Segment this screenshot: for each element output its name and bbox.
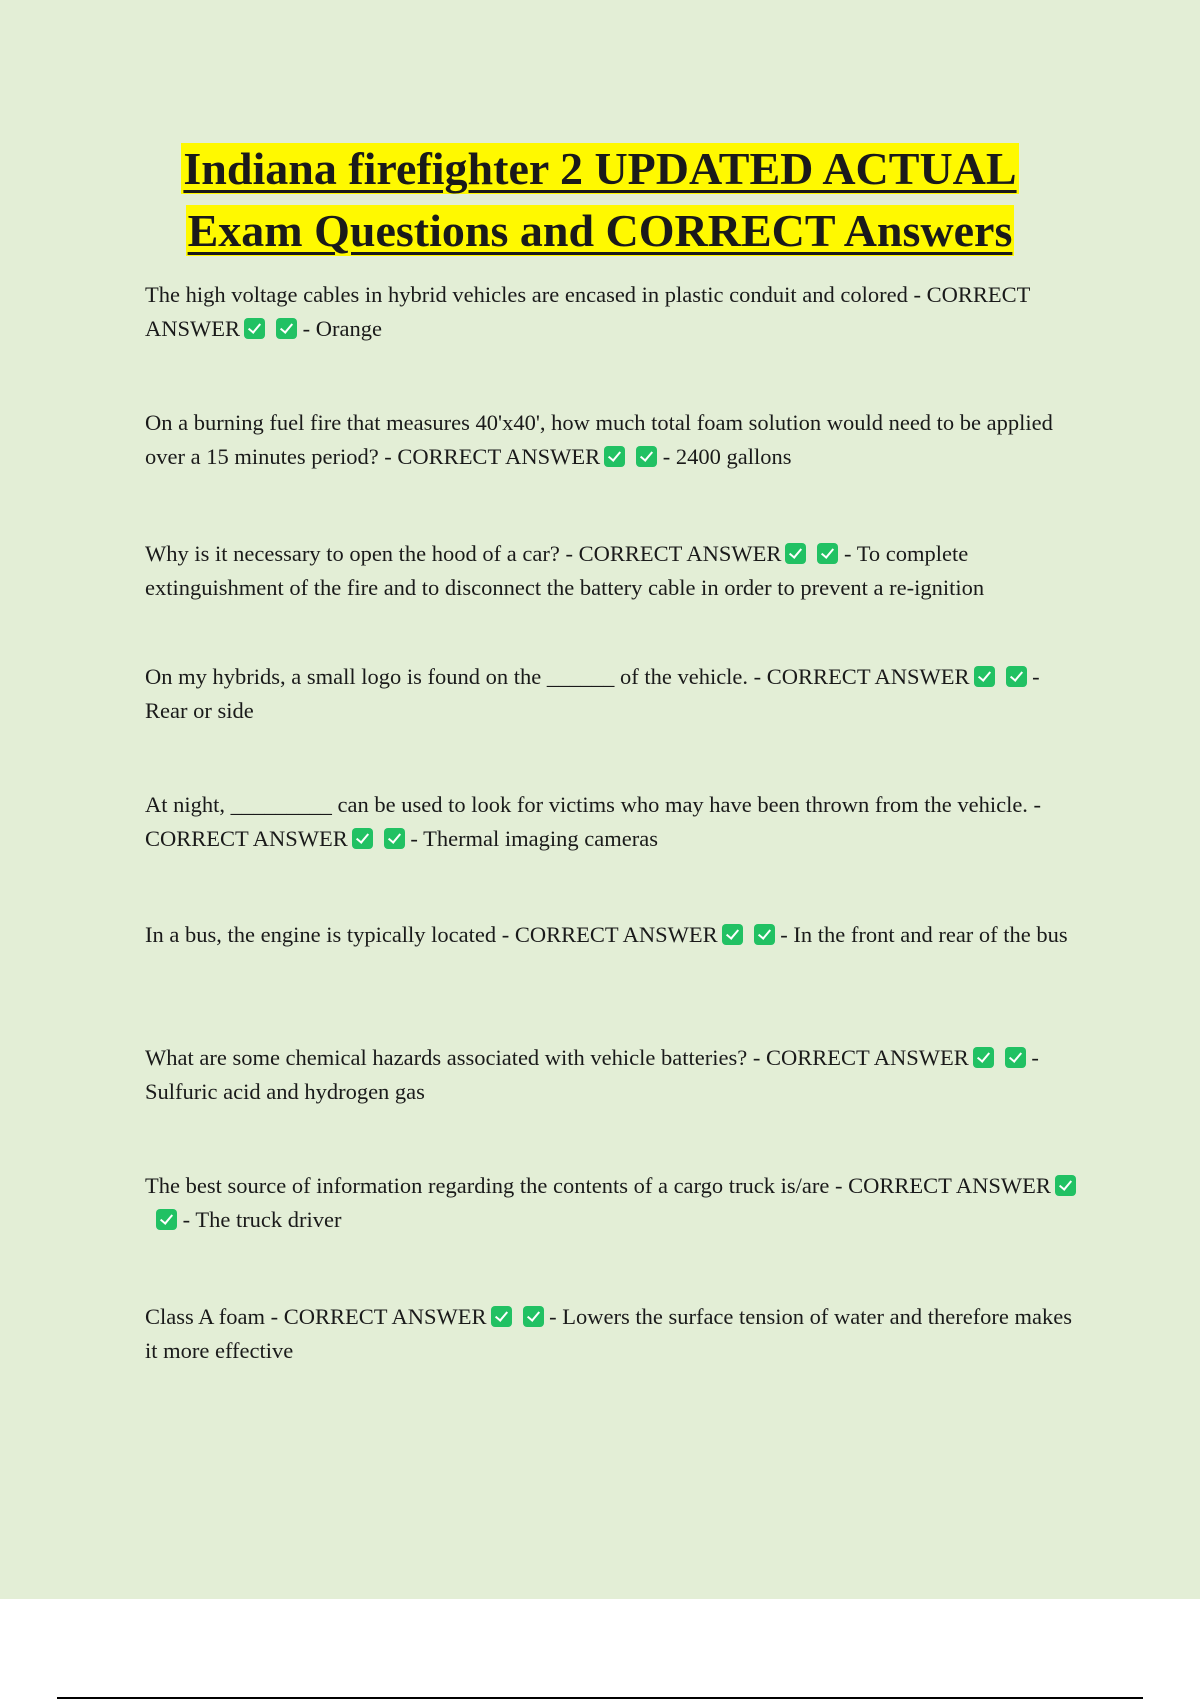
check-icon — [352, 828, 373, 849]
qa-item — [145, 278, 1085, 346]
answer-label: CORRECT ANSWER — [578, 541, 782, 566]
answer-label: CORRECT ANSWER — [765, 1045, 969, 1070]
check-icon — [722, 924, 743, 945]
footer-divider — [57, 1697, 1143, 1699]
title-line-1: Indiana firefighter 2 UPDATED ACTUAL — [183, 143, 1017, 194]
check-icon — [636, 446, 657, 467]
question-text: At night, _________ can be used to look for victims who may have been thrown from the vehicle. - — [145, 792, 1042, 817]
check-icon — [1006, 666, 1027, 687]
question-text: On my hybrids, a small logo is found on the ______ of the vehicle. - — [145, 664, 762, 689]
qa-item — [145, 1169, 1085, 1237]
question-text: The high voltage cables in hybrid vehicles are encased in plastic conduit and colored - — [145, 282, 921, 307]
qa-item — [145, 1041, 1085, 1109]
check-icon — [974, 666, 995, 687]
qa-item — [145, 918, 1085, 952]
question-text: In a bus, the engine is typically located - — [145, 922, 510, 947]
answer-text: - The truck driver — [182, 1207, 342, 1232]
question-text: Why is it necessary to open the hood of a car? - — [145, 541, 573, 566]
check-icon — [1005, 1047, 1026, 1068]
qa-item — [145, 537, 1085, 605]
answer-text: - Lowers the surface tension of water and therefore makes it more effective — [145, 1304, 1073, 1363]
answer-label: CORRECT ANSWER — [283, 1304, 487, 1329]
answer-label: CORRECT ANSWER — [766, 664, 970, 689]
check-icon — [384, 828, 405, 849]
check-icon — [156, 1209, 177, 1230]
answer-text: - Rear or side — [145, 664, 1040, 723]
question-text: Class A foam - — [145, 1304, 279, 1329]
answer-text: - 2400 gallons — [662, 444, 792, 469]
question-text: What are some chemical hazards associated with vehicle batteries? - — [145, 1045, 761, 1070]
question-text: The best source of information regarding the contents of a cargo truck is/are - — [145, 1173, 843, 1198]
check-icon — [973, 1047, 994, 1068]
check-icon — [817, 543, 838, 564]
check-icon — [604, 446, 625, 467]
check-icon — [754, 924, 775, 945]
qa-item — [145, 788, 1085, 856]
check-icon — [276, 318, 297, 339]
qa-item — [145, 660, 1085, 728]
check-icon — [491, 1306, 512, 1327]
check-icon — [785, 543, 806, 564]
answer-text: - Thermal imaging cameras — [410, 826, 658, 851]
qa-item — [145, 406, 1085, 474]
answer-text: - Sulfuric acid and hydrogen gas — [145, 1045, 1039, 1104]
answer-text: - To complete extinguishment of the fire and to disconnect the battery cable in order to prevent a re-ignition — [145, 541, 985, 600]
answer-text: - Orange — [302, 316, 382, 341]
check-icon — [1055, 1175, 1076, 1196]
answer-label: CORRECT ANSWER — [514, 922, 718, 947]
document-title — [0, 138, 1200, 262]
answer-label: CORRECT ANSWER — [397, 444, 601, 469]
question-text: On a burning fuel fire that measures 40'x40', how much total foam solution would need to be applied over a 15 minutes period? - — [145, 410, 1053, 469]
answer-label: CORRECT ANSWER — [145, 826, 348, 851]
check-icon — [523, 1306, 544, 1327]
title-line-2: Exam Questions and CORRECT Answers — [187, 205, 1013, 256]
answer-label: CORRECT ANSWER — [145, 282, 1030, 341]
answer-text: - In the front and rear of the bus — [780, 922, 1068, 947]
qa-item — [145, 1300, 1085, 1368]
check-icon — [244, 318, 265, 339]
answer-label: CORRECT ANSWER — [848, 1173, 1051, 1198]
